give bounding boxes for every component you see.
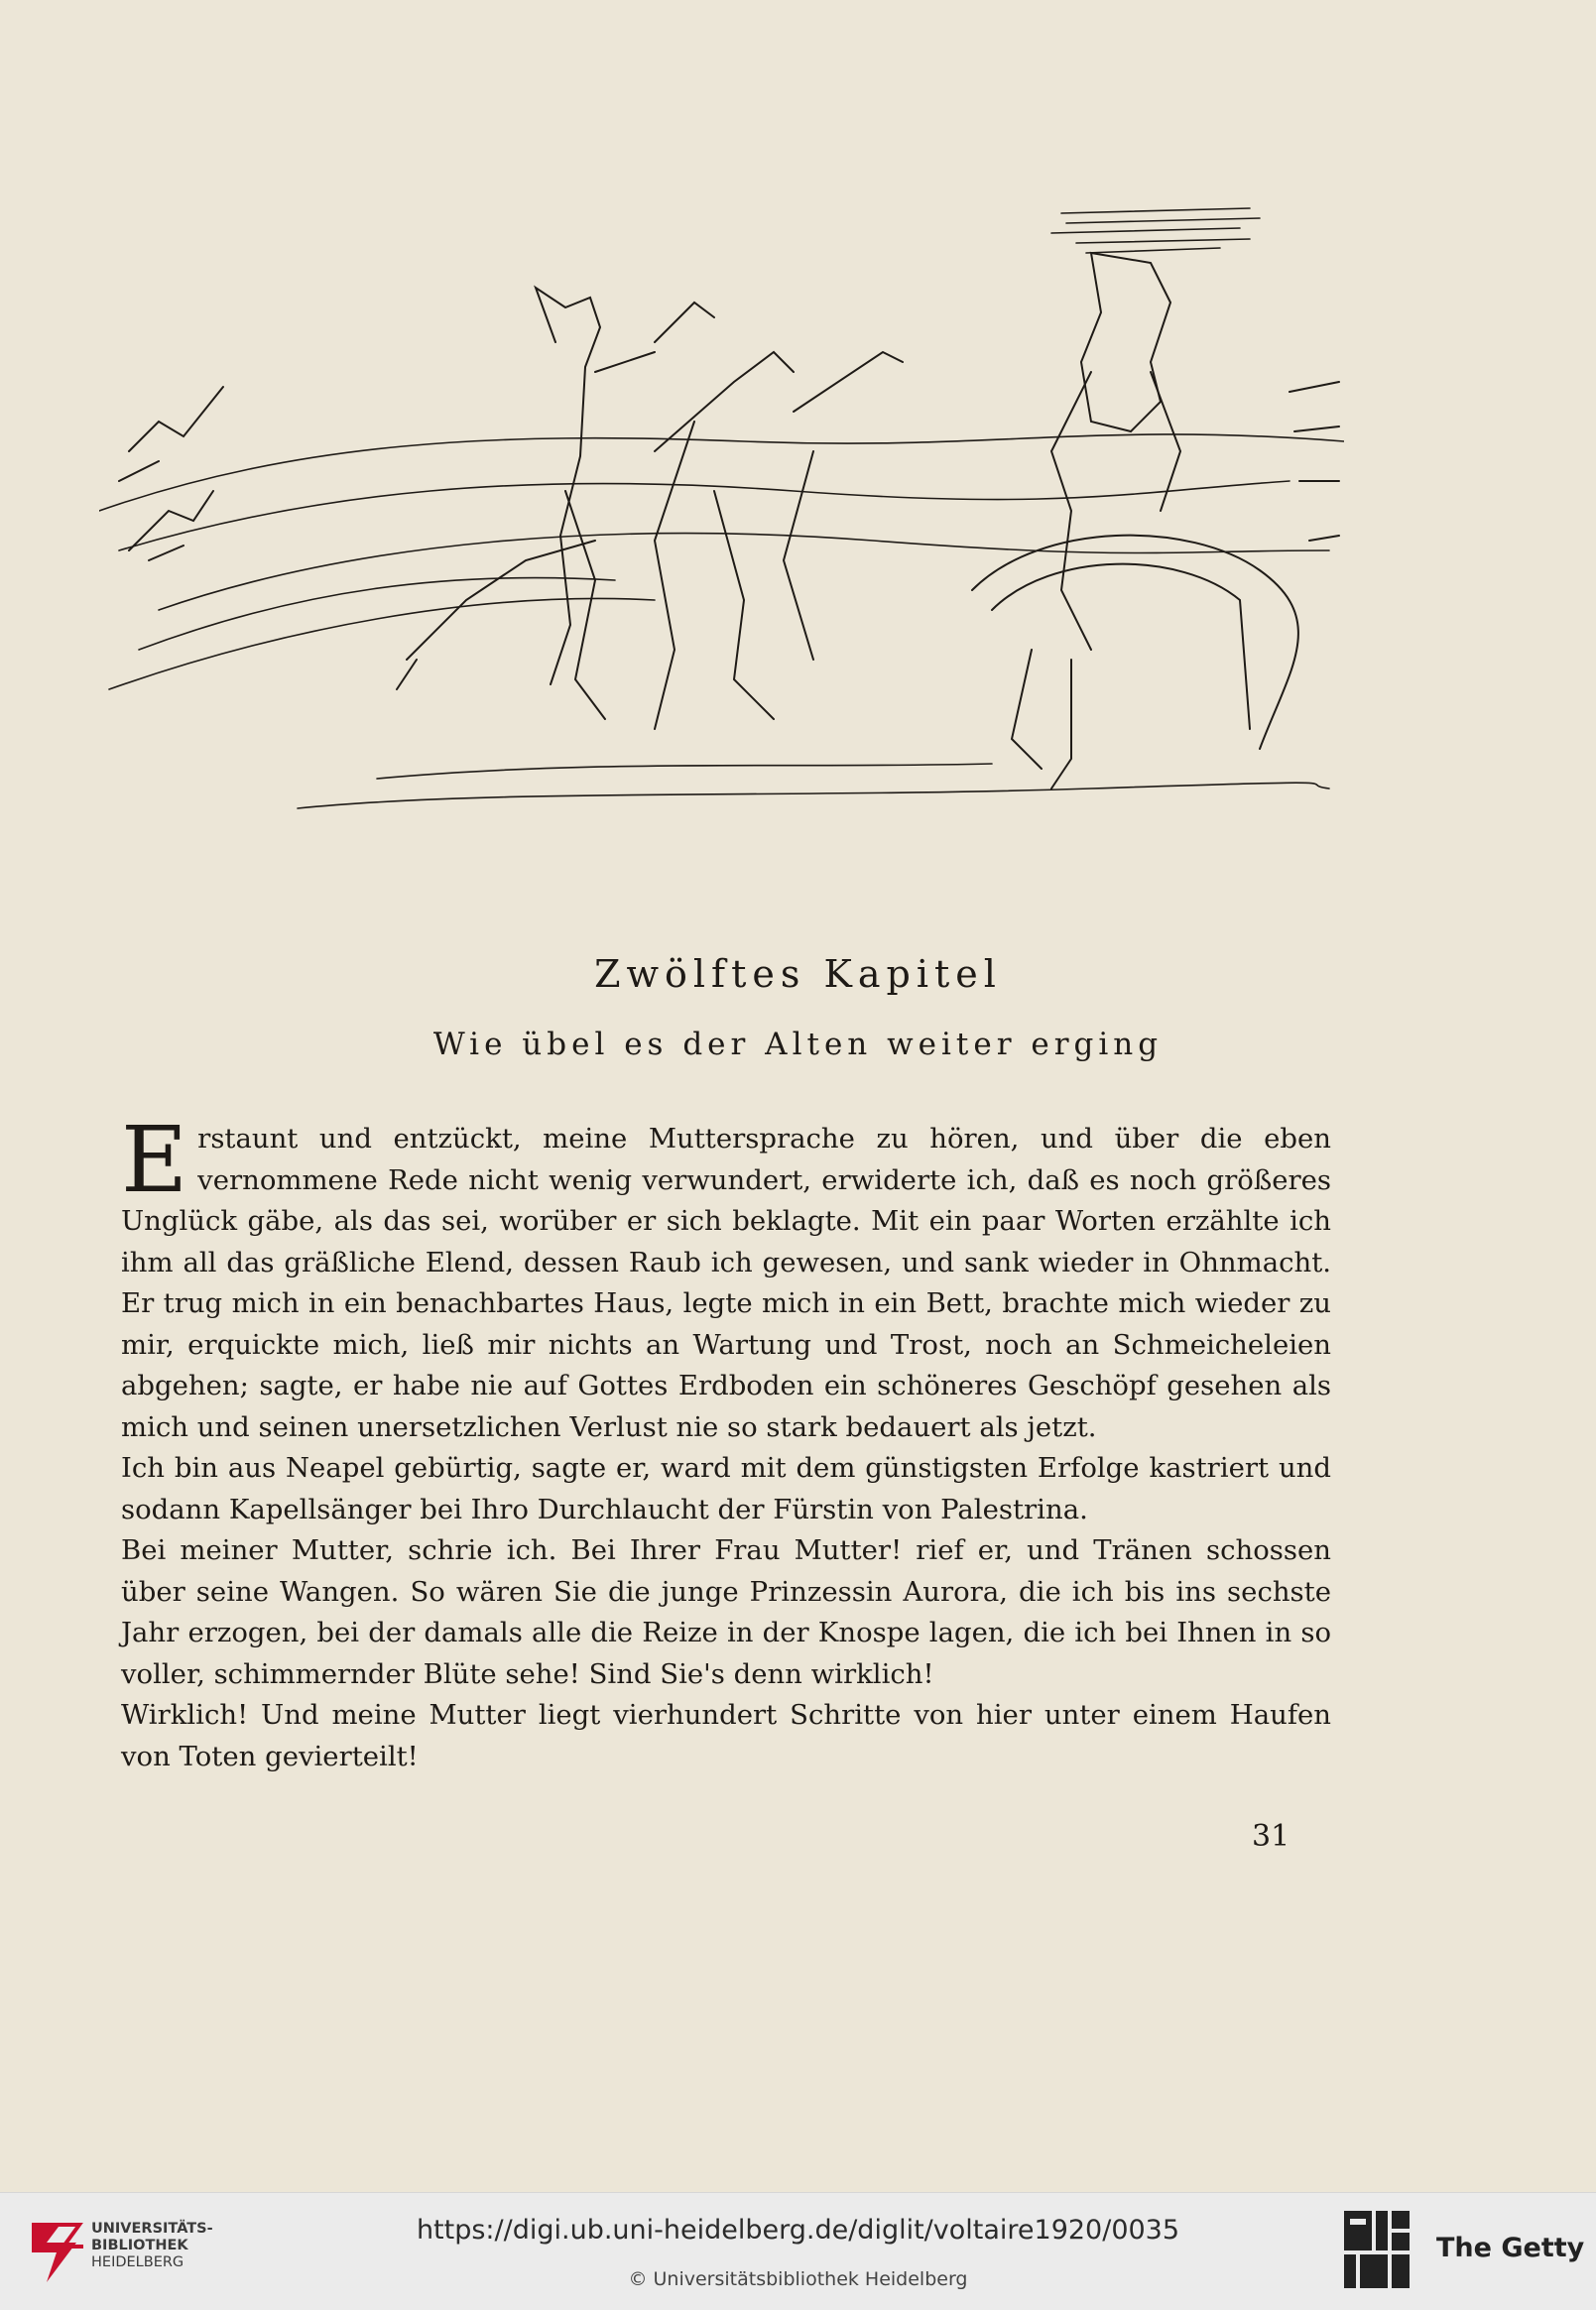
ub-heidelberg-label: UNIVERSITÄTS- BIBLIOTHEK HEIDELBERG xyxy=(91,2221,213,2270)
paragraph-3: Bei meiner Mutter, schrie ich. Bei Ihrer Frau Mutter! rief er, und Tränen schossen über seine Wangen. So wären Sie die junge Prinzessin Aurora, die ich bis ins sechste Jahr erzogen, bei der damals alle die Reize in der Knospe lagen, die ich bei Ihnen in so voller, schimmernder Blüte sehe! Sind Sie's denn wirklich! xyxy=(121,1534,1331,1690)
copyright-notice: © Universitätsbibliothek Heidelberg xyxy=(628,2268,968,2290)
permalink-url[interactable]: https://digi.ub.uni-heidelberg.de/diglit/voltaire1920/0035 xyxy=(416,2215,1180,2246)
chapter-subtitle: Wie übel es der Alten weiter erging xyxy=(432,1027,1164,1062)
paragraph-4: Wirklich! Und meine Mutter liegt vierhundert Schritte von hier unter einem Haufen von Toten gevierteilt! xyxy=(121,1699,1331,1772)
getty-label: The Getty xyxy=(1436,2233,1585,2263)
drop-cap: E xyxy=(121,1107,188,1213)
page-number: 31 xyxy=(1252,1819,1290,1854)
body-text xyxy=(121,1107,1331,1777)
figures-illustration xyxy=(99,193,1344,818)
paragraph-2: Ich bin aus Neapel gebürtig, sagte er, ward mit dem günstigsten Erfolge kastriert und sodann Kapellsänger bei Ihro Durchlaucht der Fürstin von Palestrina. xyxy=(121,1452,1331,1525)
chapter-title: Zwölftes Kapitel xyxy=(594,952,1002,996)
getty-logo-icon[interactable] xyxy=(1344,2211,1410,2292)
paragraph-1: Erstaunt und entzückt, meine Muttersprache zu hören, und über die eben vernommene Rede nicht wenig verwundert, erwiderte ich, daß es noch größeres Unglück gäbe, als das sei, worüber er sich beklagte. Mit ein paar Worten erzählte ich ihm all das gräßliche Elend, dessen Raub ich gewesen, und sank wieder in Ohnmacht. Er trug mich in ein benachbartes Haus, legte mich in ein Bett, brachte mich wieder zu mir, erquickte mich, ließ mir nichts an Wartung und Trost, noch an Schmeicheleien abgehen; sagte, er habe nie auf Gottes Erdboden ein schöneres Geschöpf gesehen als mich und seinen unersetzlichen Verlust nie so stark bedauert als jetzt. xyxy=(121,1107,1331,1443)
viewer-footer xyxy=(0,2192,1596,2310)
